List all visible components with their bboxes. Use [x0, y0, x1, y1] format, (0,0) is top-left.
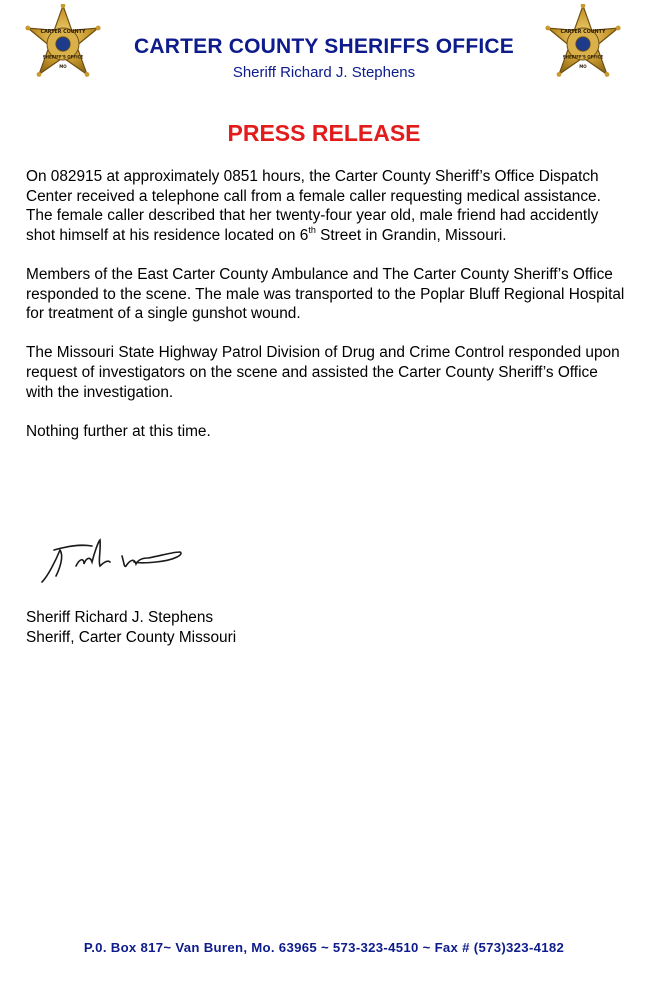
ordinal-suffix: th — [308, 224, 316, 235]
svg-text:MO: MO — [59, 64, 67, 69]
handwritten-signature — [38, 536, 188, 588]
paragraph-response: Members of the East Carter County Ambulance and The Carter County Sheriff’s Office responded to the scene. The male was transported to the Poplar Bluff Regional Hospital for treatment of a single gunshot wound. — [26, 265, 625, 323]
paragraph-closing: Nothing further at this time. — [26, 422, 211, 440]
paragraph-incident: On 082915 at approximately 0851 hours, the Carter County Sheriff’s Office Dispatch Center received a telephone call from a female caller requesting medical assistance. The female caller described that her twenty-four year old, male friend had accidently shot himself at his residence located on 6th Street in Grandin, Missouri. — [26, 168, 601, 244]
signer-name: Sheriff Richard J. Stephens — [26, 609, 214, 626]
svg-text:CARTER COUNTY: CARTER COUNTY — [40, 29, 86, 35]
paragraph-investigation: The Missouri State Highway Patrol Division of Drug and Crime Control responded upon request of investigators on the scene and assisted the Carter County Sheriff’s Office with the investigation. — [26, 344, 620, 401]
release-body — [26, 167, 626, 461]
svg-text:MO: MO — [579, 64, 587, 69]
press-release-title: PRESS RELEASE — [227, 120, 421, 146]
svg-text:CARTER COUNTY: CARTER COUNTY — [560, 29, 606, 35]
agency-name: CARTER COUNTY SHERIFFS OFFICE — [134, 35, 514, 58]
signer-title: Sheriff, Carter County Missouri — [26, 628, 237, 646]
svg-text:SHERIFF'S OFFICE: SHERIFF'S OFFICE — [42, 54, 84, 60]
sheriff-name-header: Sheriff Richard J. Stephens — [232, 64, 416, 81]
contact-footer: P.0. Box 817~ Van Buren, Mo. 63965 ~ 573-323-4510 ~ Fax # (573)323-4182 — [83, 940, 565, 955]
signature-block — [26, 608, 236, 647]
svg-text:SHERIFF'S OFFICE: SHERIFF'S OFFICE — [562, 54, 604, 60]
